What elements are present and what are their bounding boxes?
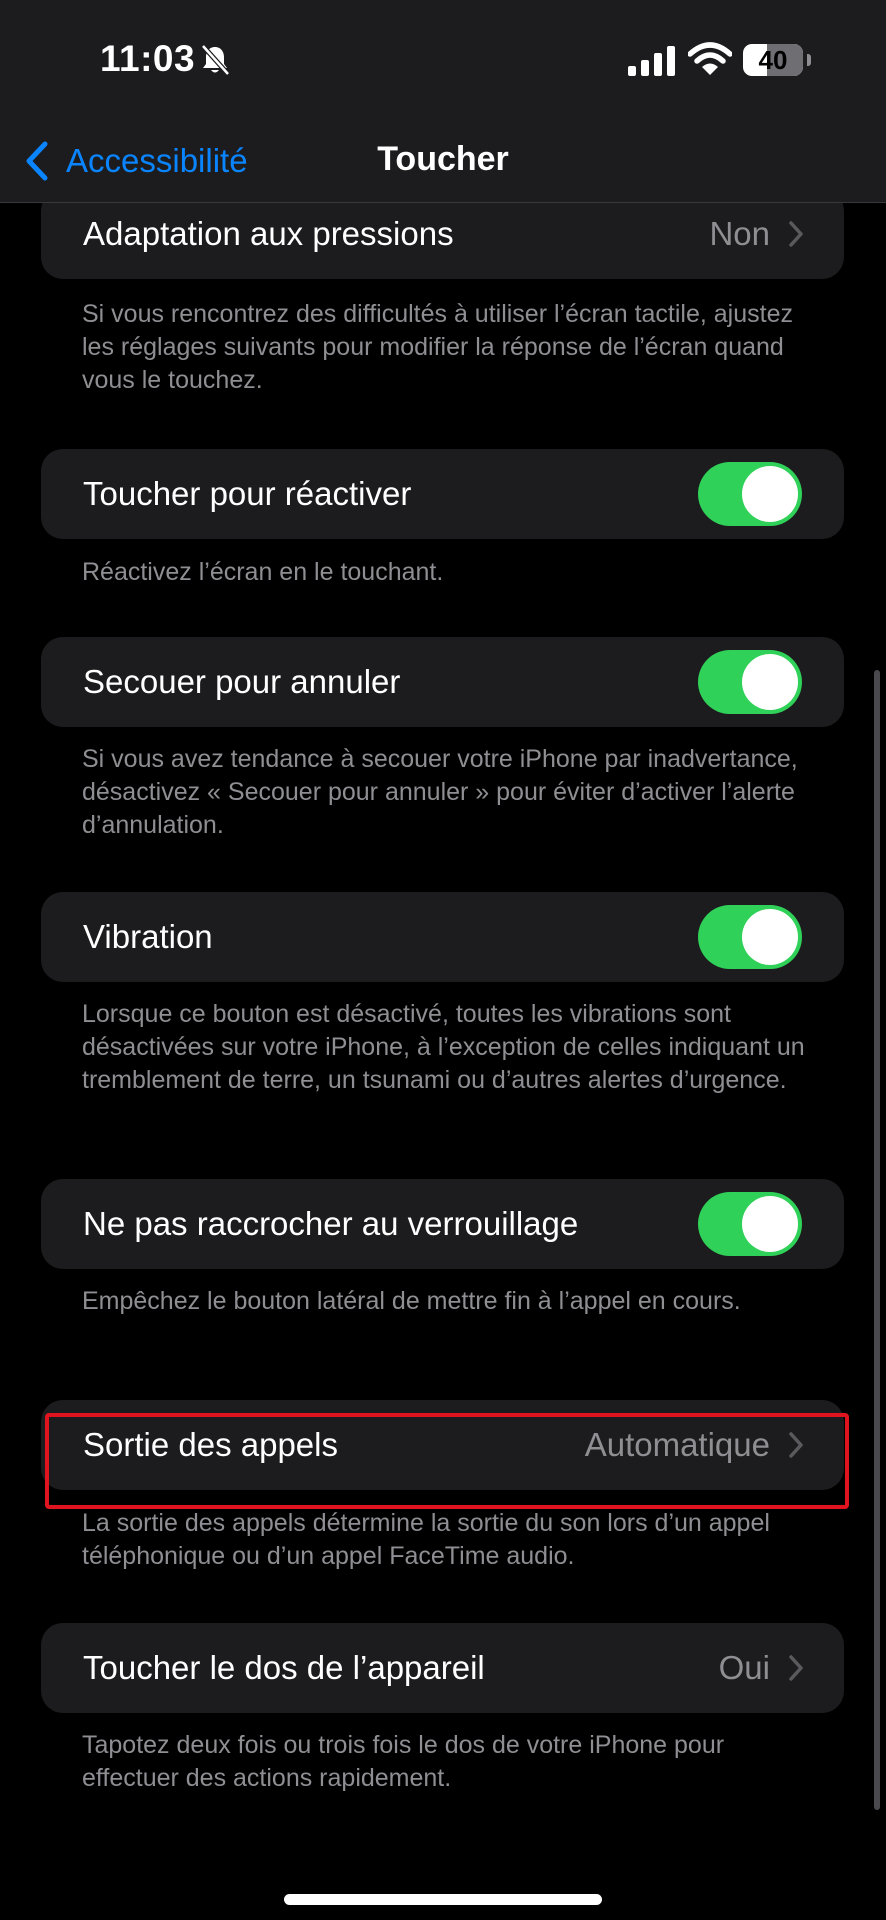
back-tap-row[interactable] <box>41 1623 844 1713</box>
toggle-knob <box>742 466 798 522</box>
row-label: Sortie des appels <box>83 1426 338 1463</box>
shake-to-undo-toggle[interactable] <box>698 650 802 714</box>
prevent-lock-to-end-call-toggle[interactable] <box>698 1192 802 1256</box>
touch-accommodations-row[interactable] <box>41 203 844 279</box>
toggle-knob <box>742 1196 798 1252</box>
page-title: Toucher <box>377 140 509 178</box>
navigation-bar <box>0 120 886 203</box>
row-label: Toucher le dos de l’appareil <box>83 1649 485 1686</box>
bell-slash-icon <box>200 44 230 76</box>
battery-level: 40 <box>758 45 788 75</box>
call-audio-routing-row[interactable] <box>41 1400 844 1490</box>
chevron-right-icon <box>788 1431 804 1459</box>
toggle-knob <box>742 909 798 965</box>
back-button-label: Accessibilité <box>66 142 248 179</box>
vibration-row <box>41 892 844 982</box>
row-footer: Tapotez deux fois ou trois fois le dos de votre iPhone pour effectuer des actions rapidement. <box>82 1731 725 1792</box>
row-label: Toucher pour réactiver <box>83 475 412 512</box>
settings-list[interactable] <box>0 203 886 1920</box>
row-footer: Réactivez l’écran en le touchant. <box>82 558 444 586</box>
chevron-right-icon <box>788 220 804 248</box>
home-indicator[interactable] <box>284 1894 602 1905</box>
back-button[interactable] <box>24 134 248 188</box>
chevron-left-icon <box>24 140 50 182</box>
wifi-icon <box>688 42 732 76</box>
row-label: Secouer pour annuler <box>83 663 401 700</box>
row-footer: Si vous rencontrez des difficultés à utiliser l’écran tactile, ajustez les réglages suivants pour modifier la réponse de l’écran quand vous le touchez. <box>82 300 793 394</box>
row-footer: Si vous avez tendance à secouer votre iPhone par inadvertance, désactivez « Secouer pour annuler » pour éviter d’activer l’alerte d’annulation. <box>82 745 798 839</box>
cellular-signal-icon <box>628 46 676 76</box>
row-footer: Lorsque ce bouton est désactivé, toutes les vibrations sont désactivées sur votre iPhone, à l’exception de celles indiquant un tremblement de terre, un tsunami ou d’autres alertes d’urgence. <box>82 1000 805 1094</box>
row-label: Ne pas raccrocher au verrouillage <box>83 1205 579 1242</box>
row-value: Oui <box>718 1649 770 1686</box>
scrollbar[interactable] <box>874 670 880 1810</box>
row-label: Vibration <box>83 918 213 955</box>
tap-to-wake-toggle[interactable] <box>698 462 802 526</box>
shake-to-undo-row <box>41 637 844 727</box>
vibration-toggle[interactable] <box>698 905 802 969</box>
tap-to-wake-row <box>41 449 844 539</box>
row-footer: Empêchez le bouton latéral de mettre fin à l’appel en cours. <box>82 1287 741 1315</box>
prevent-lock-to-end-call-row <box>41 1179 844 1269</box>
toggle-knob <box>742 654 798 710</box>
battery-icon <box>743 44 803 76</box>
status-bar <box>0 0 886 120</box>
row-value: Non <box>709 215 770 252</box>
row-value: Automatique <box>584 1426 770 1463</box>
row-footer: La sortie des appels détermine la sortie du son lors d’un appel téléphonique ou d’un appel FaceTime audio. <box>82 1509 770 1570</box>
chevron-right-icon <box>788 1654 804 1682</box>
row-label: Adaptation aux pressions <box>83 215 454 252</box>
status-time: 11:03 <box>100 38 196 79</box>
